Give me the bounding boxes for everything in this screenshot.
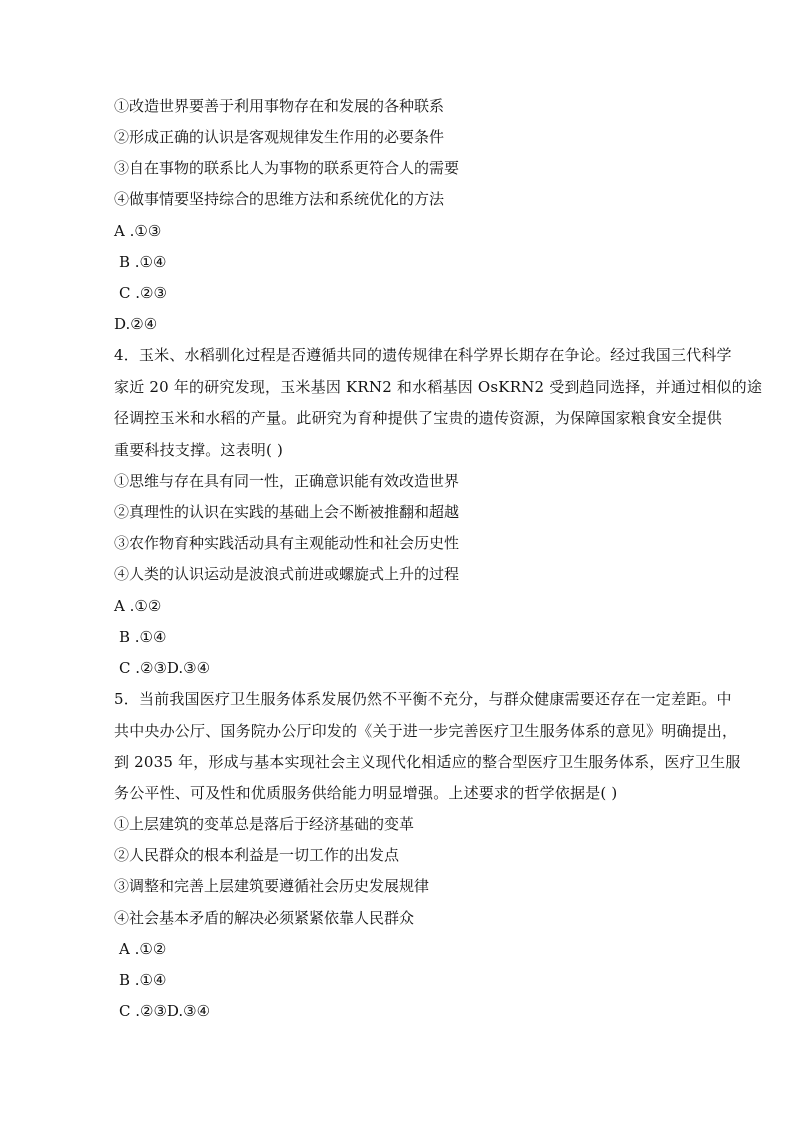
q3-choice-a: A .①③ [114, 222, 162, 240]
q5-choice-b: B .①④ [119, 971, 167, 989]
q4-choice-b: B .①④ [119, 628, 167, 646]
q4-option-4: ④人类的认识运动是波浪式前进或螺旋式上升的过程 [114, 565, 460, 583]
q5-stem-line-3: 到 2035 年，形成与基本实现社会主义现代化相适应的整合型医疗卫生服务体系，医疗卫生服 [114, 753, 741, 771]
q5-choice-cd: C .②③D.③④ [119, 1002, 211, 1020]
q5-option-3: ③调整和完善上层建筑要遵循社会历史发展规律 [114, 877, 430, 895]
q5-stem-line-4: 务公平性、可及性和优质服务供给能力明显增强。上述要求的哲学依据是( ) [114, 784, 618, 802]
q5-option-1: ①上层建筑的变革总是落后于经济基础的变革 [114, 815, 415, 833]
q5-option-4: ④社会基本矛盾的解决必须紧紧依靠人民群众 [114, 909, 415, 927]
q4-option-2: ②真理性的认识在实践的基础上会不断被推翻和超越 [114, 503, 460, 521]
q3-choice-d: D.②④ [114, 315, 158, 333]
q4-choice-a: A .①② [114, 597, 162, 615]
q4-stem-line-3: 径调控玉米和水稻的产量。此研究为育种提供了宝贵的遗传资源，为保障国家粮食安全提供 [114, 409, 723, 427]
q5-stem-line-2: 共中央办公厅、国务院办公厅印发的《关于进一步完善医疗卫生服务体系的意见》明确提出， [114, 722, 738, 740]
q5-option-2: ②人民群众的根本利益是一切工作的出发点 [114, 846, 400, 864]
q4-option-3: ③农作物育种实践活动具有主观能动性和社会历史性 [114, 534, 460, 552]
q3-option-4: ④做事情要坚持综合的思维方法和系统优化的方法 [114, 190, 445, 208]
q4-stem-line-2: 家近 20 年的研究发现，玉米基因 KRN2 和水稻基因 OsKRN2 受到趋同选择，并通过相似的途 [114, 378, 763, 396]
q3-option-2: ②形成正确的认识是客观规律发生作用的必要条件 [114, 128, 445, 146]
q3-choice-b: B .①④ [119, 253, 167, 271]
q4-choice-cd: C .②③D.③④ [119, 659, 211, 677]
q4-stem-line-4: 重要科技支撑。这表明( ) [114, 441, 284, 459]
q4-stem-line-1: 4．玉米、水稻驯化过程是否遵循共同的遗传规律在科学界长期存在争论。经过我国三代科学 [114, 346, 732, 364]
q3-choice-c: C .②③ [119, 284, 167, 302]
q4-option-1: ①思维与存在具有同一性，正确意识能有效改造世界 [114, 472, 460, 490]
q5-stem-line-1: 5．当前我国医疗卫生服务体系发展仍然不平衡不充分，与群众健康需要还存在一定差距。中 [114, 690, 732, 708]
q3-option-3: ③自在事物的联系比人为事物的联系更符合人的需要 [114, 159, 460, 177]
q3-option-1: ①改造世界要善于利用事物存在和发展的各种联系 [114, 97, 445, 115]
q5-choice-a: A .①② [119, 940, 167, 958]
